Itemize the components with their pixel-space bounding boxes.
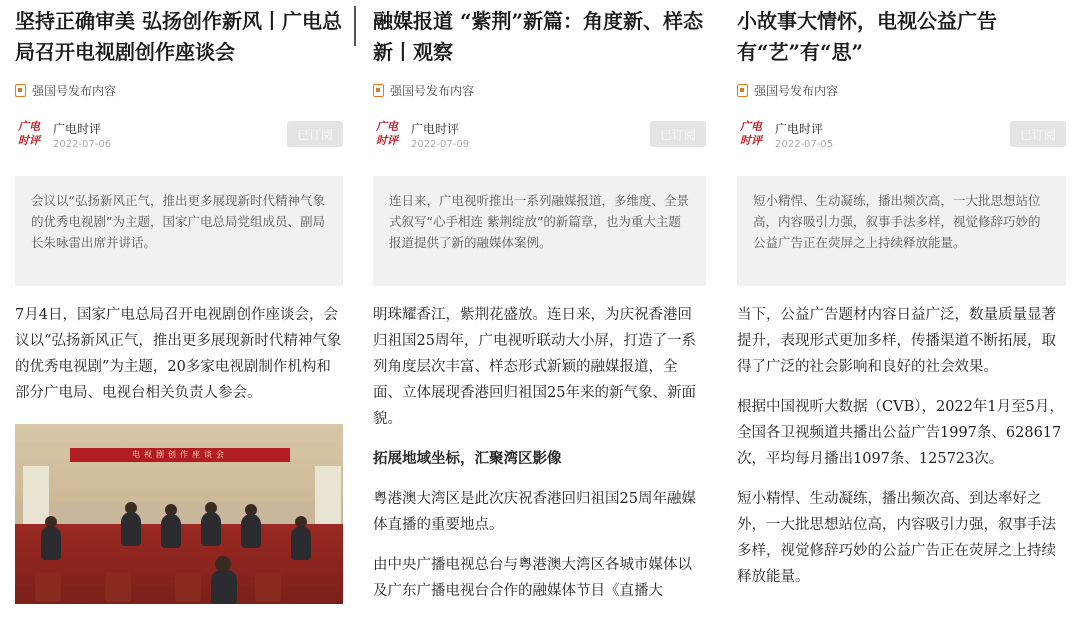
source-label: 强国号发布内容 [390, 83, 475, 98]
source-tag [373, 81, 706, 99]
source-label: 强国号发布内容 [32, 83, 117, 98]
source-tag [737, 81, 1066, 99]
author-logo[interactable]: 广电时评 [376, 120, 398, 147]
article-title[interactable]: 坚持正确审美 弘扬创作新风丨广电总局召开电视剧创作座谈会 [15, 9, 342, 64]
author-logo[interactable]: 广电时评 [740, 120, 762, 147]
article-card-3[interactable] [720, 0, 1080, 629]
meeting-photo[interactable] [15, 424, 343, 604]
title-divider [354, 6, 356, 46]
publish-date: 2022-07-06 [53, 138, 112, 150]
article-card-1[interactable] [0, 0, 358, 629]
paragraph: 短小精悍、生动凝练，播出频次高、到达率好之外，一大批思想站位高，内容吸引力强，叙事手法多样，视觉修辞巧妙的公益广告正在荧屏之上持续释放能量。 [737, 491, 1056, 585]
document-icon [737, 84, 748, 97]
author-row [15, 119, 343, 153]
author-row [373, 119, 706, 153]
paragraph: 粤港澳大湾区是此次庆祝香港回归祖国25周年融媒体直播的重要地点。 [373, 491, 696, 533]
paragraph: 7月4日，国家广电总局召开电视剧创作座谈会，会议以“弘扬新风正气，推出更多展现新时代精神气象的优秀电视剧”为主题，20多家电视剧制作机构和部分广电局、电视台相关负责人参会。 [15, 307, 342, 401]
publish-date: 2022-07-05 [775, 138, 834, 150]
subscribed-button[interactable]: 已订阅 [1010, 121, 1066, 147]
author-name[interactable]: 广电时评 [53, 121, 102, 136]
paragraph: 当下，公益广告题材内容日益广泛，数量质量显著提升，表现形式更加多样，传播渠道不断拓展，取得了广泛的社会影响和良好的社会效果。 [737, 307, 1056, 375]
article-body [737, 302, 1066, 590]
document-icon [373, 84, 384, 97]
article-card-2[interactable] [358, 0, 720, 629]
document-icon [15, 84, 26, 97]
author-row [737, 119, 1066, 153]
article-summary: 会议以“弘扬新风正气，推出更多展现新时代精神气象的优秀电视剧”为主题，国家广电总局党组成员、副局长朱咏雷出席并讲话。 [15, 176, 343, 286]
article-summary: 连日来，广电视听推出一系列融媒报道，多维度、全景式叙写“心手相连 紫荆绽放”的新篇章，也为重大主题报道提供了新的融媒体案例。 [373, 176, 706, 286]
author-name[interactable]: 广电时评 [775, 121, 824, 136]
article-body [373, 302, 706, 604]
article-title[interactable]: 小故事大情怀，电视公益广告有“艺”有“思” [737, 9, 997, 64]
author-logo[interactable]: 广电时评 [18, 120, 40, 147]
article-body [15, 302, 343, 406]
photo-banner: 电视剧创作座谈会 [70, 448, 290, 462]
author-name[interactable]: 广电时评 [411, 121, 460, 136]
source-label: 强国号发布内容 [754, 83, 839, 98]
article-title[interactable]: 融媒报道 “紫荆”新篇：角度新、样态新丨观察 [373, 9, 703, 64]
section-heading: 拓展地域坐标，汇聚湾区影像 [373, 450, 562, 467]
subscribed-button[interactable]: 已订阅 [287, 121, 343, 147]
paragraph: 根据中国视听大数据（CVB），2022年1月至5月，全国各卫视频道共播出公益广告1997条、628617次，平均每月播出1097条、125723次。 [737, 399, 1064, 467]
subscribed-button[interactable]: 已订阅 [650, 121, 706, 147]
article-summary: 短小精悍、生动凝练，播出频次高，一大批思想站位高，内容吸引力强，叙事手法多样，视觉修辞巧妙的公益广告正在荧屏之上持续释放能量。 [737, 176, 1066, 286]
source-tag [15, 81, 343, 99]
publish-date: 2022-07-09 [411, 138, 470, 150]
paragraph: 由中央广播电视总台与粤港澳大湾区各城市媒体以及广东广播电视台合作的融媒体节目《直播大 [373, 557, 692, 599]
paragraph: 明珠耀香江，紫荆花盛放。连日来，为庆祝香港回归祖国25周年，广电视听联动大小屏，打造了一系列角度层次丰富、样态形式新颖的融媒报道，全面、立体展现香港回归祖国25年来的新气象、新面貌。 [373, 307, 696, 427]
